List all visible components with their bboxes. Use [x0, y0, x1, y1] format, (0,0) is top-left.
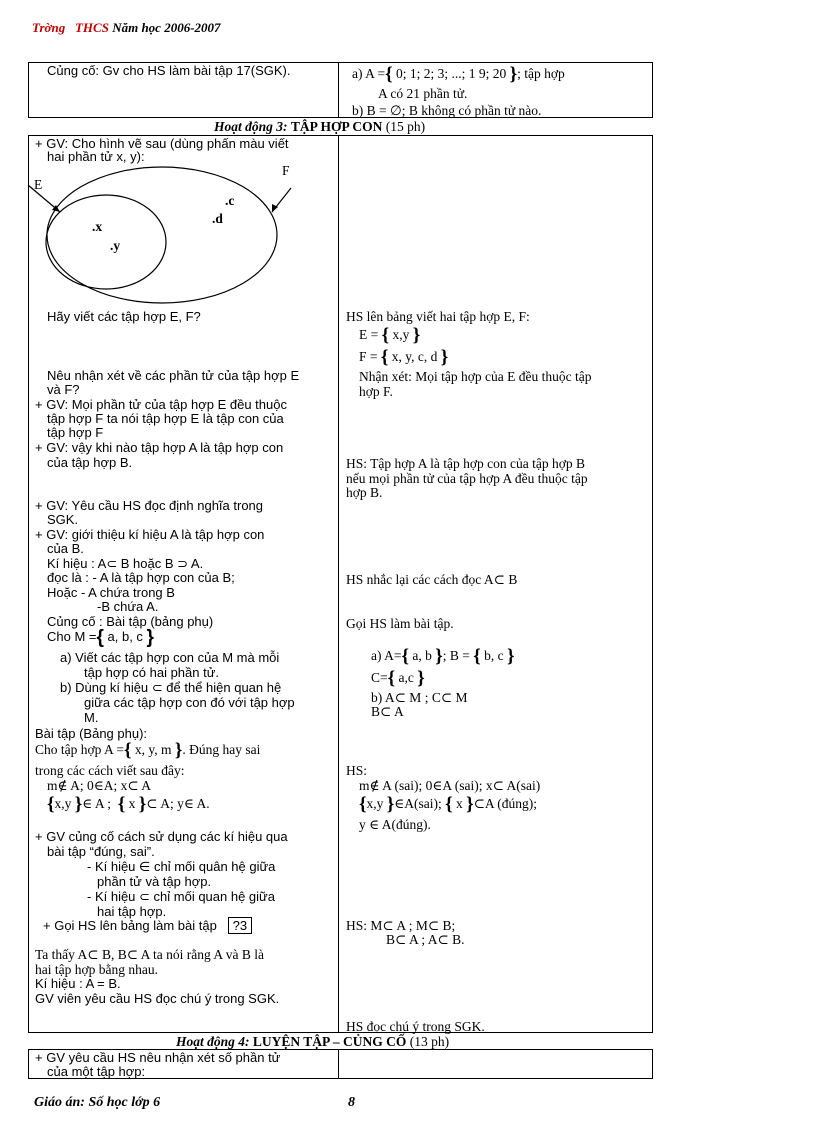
school-prefix: Trờng: [32, 20, 66, 35]
venn-diagram: [14, 160, 304, 310]
right-text: HS nhắc lại các cách đọc A⊂ B: [346, 572, 518, 587]
left-text: SGK.: [47, 512, 79, 527]
right-text: HS: M⊂ A ; M⊂ B;: [346, 918, 456, 933]
table-border: [28, 62, 29, 118]
right-text: B⊂ A: [371, 704, 404, 719]
answer-a-line2: A có 21 phần tử.: [378, 86, 468, 101]
answer-a: a) A ={ 0; 1; 2; 3; ...; 1 9; 20 }; tập hợp: [352, 64, 565, 85]
left-text: a) Viết các tập hợp con của M mà mỗi: [60, 650, 280, 665]
right-text: hợp B.: [346, 485, 383, 500]
table-border: [652, 1049, 653, 1079]
left-text: + GV củng cố cách sử dụng các kí hiệu qua: [35, 829, 288, 844]
left-text: và F?: [47, 382, 80, 397]
left-text: giữa các tập hợp con đó với tập hợp: [84, 695, 295, 710]
left-text: Ta thấy A⊂ B, B⊂ A ta nói rằng A và B là: [35, 947, 265, 962]
left-text: - Kí hiệu ⊂ chỉ mối quan hệ giữa: [87, 889, 275, 904]
right-text: F = { x, y, c, d }: [359, 347, 449, 368]
footer-title: Giáo án: Số học lớp 6: [34, 1095, 161, 1110]
left-text: m∉ A; 0∈A; x⊂ A: [47, 778, 152, 793]
left-text: Củng cố : Bài tập (bảng phụ): [47, 614, 214, 629]
set-f-ellipse: [47, 167, 277, 303]
left-text: -B chứa A.: [97, 599, 159, 614]
right-text: HS: Tập hợp A là tập hợp con của tập hợp B: [346, 456, 586, 471]
left-text: Hãy viết các tập hợp E, F?: [47, 309, 201, 324]
right-text: HS đọc chú ý trong SGK.: [346, 1019, 485, 1034]
element-c: .c: [225, 193, 235, 208]
left-text: tập hợp có hai phần tử.: [84, 665, 220, 680]
right-text: Nhận xét: Mọi tập hợp của E đều thuộc tập: [359, 369, 592, 384]
left-text: hai phần tử x, y):: [47, 149, 145, 164]
left-text: + GV: giới thiệu kí hiệu A là tập hợp con: [35, 527, 265, 542]
left-text: Hoặc - A chứa trong B: [47, 585, 175, 600]
left-text: hai tập hợp bằng nhau.: [35, 962, 158, 977]
label-e: E: [34, 177, 43, 192]
exercise-3-box: ?3: [228, 917, 252, 934]
left-text: bài tập “đúng, sai”.: [47, 844, 155, 859]
left-text: Cho tập hợp A ={ x, y, m }. Đúng hay sai: [35, 740, 261, 761]
left-text: + Gọi HS lên bảng làm bài tập ?3: [43, 918, 252, 933]
left-text: b) Dùng kí hiệu ⊂ để thể hiện quan hệ: [60, 680, 282, 695]
table-border: [338, 135, 339, 1033]
left-text: Kí hiệu : A⊂ B hoặc B ⊃ A.: [47, 556, 204, 571]
page-number: 8: [348, 1095, 355, 1110]
left-text: {x,y }∈ A ; { x }⊂ A; y∈ A.: [47, 794, 210, 815]
left-text: + GV: Cho hình vẽ sau (dùng phấn màu viết: [35, 136, 289, 151]
activity-3-title: Hoạt động 3: TẬP HỢP CON (15 ph): [214, 119, 426, 134]
left-text: của một tập hợp:: [47, 1064, 146, 1079]
left-text: - Kí hiệu ∈ chỉ mối quân hệ giữa: [87, 859, 276, 874]
left-text: Kí hiệu : A = B.: [35, 976, 121, 991]
right-text: E = { x,y }: [359, 325, 421, 346]
left-text: của tập hợp B.: [47, 455, 133, 470]
right-text: hợp F.: [359, 384, 393, 399]
table-border: [28, 1032, 653, 1033]
left-text: GV viên yêu cầu HS đọc chú ý trong SGK.: [35, 991, 280, 1006]
left-text: + GV yêu cầu HS nêu nhận xét số phần tử: [35, 1050, 281, 1065]
right-text: y ∈ A(đúng).: [359, 817, 431, 832]
school-year: Năm học 2006-2007: [112, 20, 221, 35]
table-border: [28, 1049, 29, 1079]
left-text: tập hợp F: [47, 425, 104, 440]
left-text: M.: [84, 710, 99, 725]
right-text: nếu mọi phần tử của tập hợp A đều thuộc tập: [346, 471, 588, 486]
activity-4-title: Hoạt động 4: LUYỆN TẬP – CỦNG CỐ (13 ph): [176, 1034, 450, 1049]
left-text: phần tử và tập hợp.: [97, 874, 212, 889]
left-text: Nêu nhận xét về các phần tử của tập hợp E: [47, 368, 300, 383]
left-text: hai tập hợp.: [97, 904, 167, 919]
consolidation-text: Củng cố: Gv cho HS làm bài tập 17(SGK).: [47, 63, 291, 78]
right-text: HS lên bảng viết hai tập hợp E, F:: [346, 309, 530, 324]
label-f: F: [282, 163, 290, 178]
table-border: [28, 117, 653, 118]
left-text: Cho M ={ a, b, c }: [47, 627, 154, 648]
right-text: B⊂ A ; A⊂ B.: [386, 932, 465, 947]
page-header: [32, 20, 221, 36]
left-text: đọc là : - A là tập hợp con của B;: [47, 570, 235, 585]
right-text: C={ a,c }: [371, 668, 425, 689]
element-d: .d: [212, 211, 223, 226]
left-text: trong các cách viết sau đây:: [35, 763, 185, 778]
left-text: + GV: Mọi phần tử của tập hợp E đều thuộc: [35, 397, 287, 412]
answer-b: b) B = ∅; B không có phần tử nào.: [352, 103, 542, 118]
left-text: tập hợp F ta nói tập hợp E là tập con của: [47, 411, 284, 426]
set-e-ellipse: [46, 195, 166, 289]
right-text: HS:: [346, 763, 368, 778]
right-text: m∉ A (sai); 0∈A (sai); x⊂ A(sai): [359, 778, 541, 793]
right-text: b) A⊂ M ; C⊂ M: [371, 690, 468, 705]
table-border: [652, 62, 653, 118]
element-y: .y: [110, 238, 121, 253]
left-text: của B.: [47, 541, 84, 556]
left-text: + GV: Yêu cầu HS đọc định nghĩa trong: [35, 498, 264, 513]
right-text: Gọi HS làm bài tập.: [346, 616, 454, 631]
table-border: [338, 62, 339, 118]
table-border: [338, 1049, 339, 1079]
left-text: Bài tập (Bảng phụ):: [35, 726, 148, 741]
school-name: THCS: [74, 20, 109, 35]
element-x: .x: [92, 219, 103, 234]
table-border: [652, 135, 653, 1033]
right-text: a) A={ a, b }; B = { b, c }: [371, 646, 515, 667]
left-text: + GV: vậy khi nào tập hợp A là tập hợp con: [35, 440, 284, 455]
right-text: {x,y }∈A(sai); { x }⊂A (đúng);: [359, 794, 538, 815]
